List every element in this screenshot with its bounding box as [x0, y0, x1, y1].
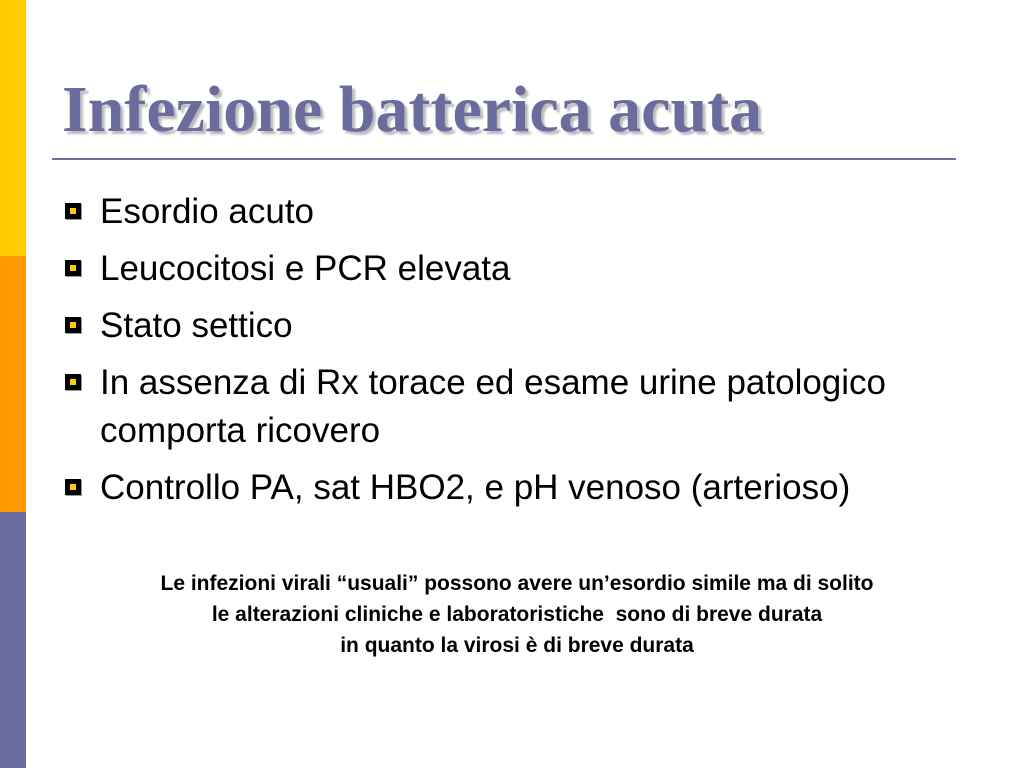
- bullet-item: [62, 245, 1002, 293]
- side-bar-yellow: [0, 0, 26, 256]
- footnote: [62, 568, 972, 661]
- bullet-text: Leucocitosi e PCR elevata: [100, 249, 511, 288]
- side-bar-purple: [0, 512, 26, 768]
- bullet-text: In assenza di Rx torace ed esame urine patologico comporta ricovero: [100, 363, 887, 450]
- bullet-item: [62, 464, 1002, 512]
- footnote-line: in quanto la virosi è di breve durata: [340, 634, 694, 657]
- square-bullet-icon: [65, 374, 81, 390]
- footnote-line: Le infezioni virali “usuali” possono avere un’esordio simile ma di solito: [160, 572, 874, 595]
- bullet-item: [62, 302, 1002, 350]
- footnote-line: le alterazioni cliniche e laboratoristiche sono di breve durata: [211, 603, 823, 626]
- bullet-list: [62, 188, 1002, 521]
- bullet-text: Controllo PA, sat HBO2, e pH venoso (arterioso): [100, 468, 851, 507]
- title-divider: [52, 158, 956, 160]
- square-bullet-icon: [65, 479, 81, 495]
- side-bar-orange: [0, 256, 26, 512]
- bullet-item: [62, 359, 1002, 455]
- square-bullet-icon: [65, 203, 81, 219]
- bullet-text: Esordio acuto: [100, 192, 315, 231]
- bullet-text: Stato settico: [100, 306, 293, 345]
- bullet-item: [62, 188, 1002, 236]
- square-bullet-icon: [65, 317, 81, 333]
- slide-title: Infezione batterica acuta: [62, 73, 763, 146]
- square-bullet-icon: [65, 260, 81, 276]
